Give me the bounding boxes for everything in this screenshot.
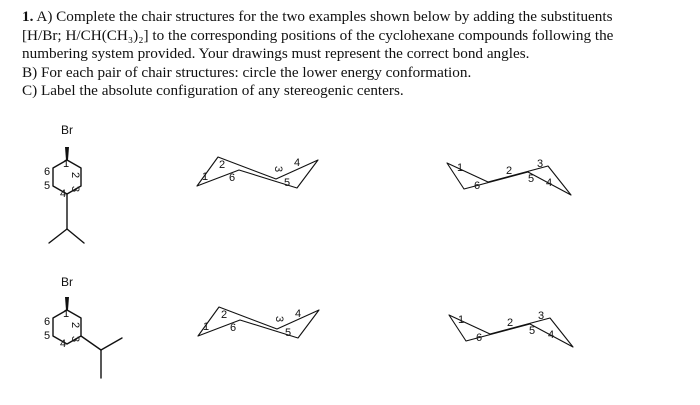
- example-1: [44, 123, 571, 243]
- part-c-text: C) Label the absolute configuration of any stereogenic centers.: [22, 82, 404, 100]
- chair-number-6: 6: [229, 172, 236, 184]
- chair-number-6: 6: [476, 332, 483, 344]
- chair-number-1: 1: [203, 321, 210, 333]
- ring-number-4: 4: [60, 188, 67, 200]
- methyl-bond: [101, 338, 122, 350]
- chair-number-4: 4: [546, 177, 553, 189]
- chair-number-6: 6: [230, 322, 237, 334]
- question-line-2: [H/Br; H/CH(CH₃)₂] to the corresponding positions of the cyclohexane compounds following the: [22, 26, 614, 44]
- ring-number-6: 6: [44, 166, 51, 178]
- ring-number-5: 5: [44, 180, 51, 192]
- methyl-bond: [49, 229, 67, 243]
- example-1-skeletal-structure: [44, 123, 84, 243]
- question-number: 1.: [22, 8, 34, 25]
- ring-number-1: 1: [63, 158, 70, 170]
- chair-numbering: [202, 157, 300, 189]
- part-a-text: A) Complete the chair structures for the two examples shown below by adding the substituents: [33, 8, 613, 25]
- ring-number-1: 1: [63, 308, 70, 320]
- chair-number-6: 6: [474, 180, 481, 192]
- example-2-chair-left: [198, 307, 319, 339]
- example-2: [44, 275, 573, 378]
- chair-number-3: 3: [538, 310, 545, 322]
- chair-number-1: 1: [458, 314, 465, 326]
- ring-number-6: 6: [44, 316, 51, 328]
- ring-number-2: 2: [69, 322, 81, 329]
- part-b-text: B) For each pair of chair structures: circle the lower energy conformation.: [22, 63, 472, 81]
- chair-number-4: 4: [548, 329, 555, 341]
- bromine-label: Br: [61, 123, 73, 137]
- chair-number-1: 1: [202, 171, 209, 183]
- chair-number-1: 1: [457, 162, 464, 174]
- chair-number-2: 2: [506, 165, 513, 177]
- methyl-bond: [67, 229, 84, 243]
- chair-number-3: 3: [537, 158, 544, 170]
- ring-to-isopropyl-bond: [81, 336, 101, 350]
- chair-number-4: 4: [294, 157, 301, 169]
- ring-number-3: 3: [69, 186, 81, 193]
- chair-number-2: 2: [219, 159, 226, 171]
- chair-number-5: 5: [285, 327, 292, 339]
- example-1-chair-left: [197, 157, 318, 189]
- chair-number-2: 2: [507, 317, 514, 329]
- chair-number-3: 3: [273, 316, 285, 323]
- question-line-3: numbering system provided. Your drawings must represent the correct bond angles.: [22, 45, 530, 63]
- chair-number-5: 5: [284, 177, 291, 189]
- chair-number-4: 4: [295, 308, 302, 320]
- chair-number-5: 5: [529, 325, 536, 337]
- example-2-chair-right: [449, 310, 573, 347]
- chair-number-5: 5: [528, 173, 535, 185]
- chair-number-3: 3: [272, 166, 284, 173]
- ring-number-4: 4: [60, 338, 67, 350]
- example-2-skeletal-structure: [44, 275, 122, 378]
- ring-number-5: 5: [44, 330, 51, 342]
- bromine-label: Br: [61, 275, 73, 289]
- example-1-chair-right: [447, 158, 571, 195]
- ring-number-3: 3: [69, 336, 81, 343]
- chair-number-2: 2: [221, 309, 228, 321]
- ring-number-2: 2: [69, 172, 81, 179]
